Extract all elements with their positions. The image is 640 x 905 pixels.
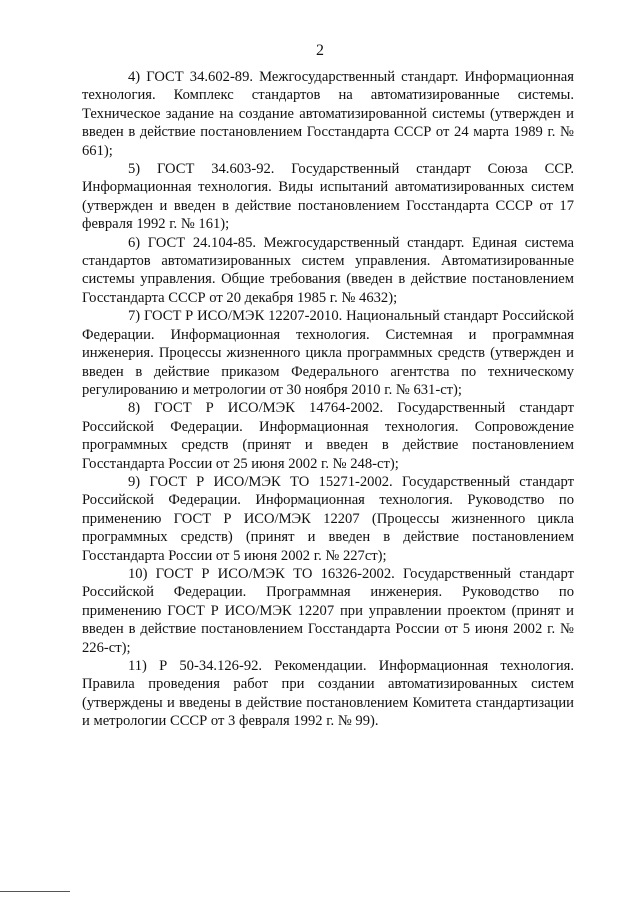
list-item: 8) ГОСТ Р ИСО/МЭК 14764-2002. Государственный стандарт Российской Федерации. Информационная технология. Сопровождение программных средств (принят и введен в действие постановлением Госстандарта России от 25 июня 2002 г. № 248-ст); — [82, 400, 574, 472]
list-item: 6) ГОСТ 24.104-85. Межгосударственный стандарт. Единая система стандартов автоматизированных систем управления. Автоматизированные системы управления. Общие требования (введен в действие постановлением Госстандарта СССР от 20 декабря 1985 г. № 4632); — [82, 234, 574, 306]
scan-edge-line — [0, 891, 70, 892]
list-item: 7) ГОСТ Р ИСО/МЭК 12207-2010. Национальный стандарт Российской Федерации. Информационная технология. Системная и программная инженерия. Процессы жизненного цикла программных средств (утвержден и введен в действие приказом Федерального агентства по техническому регулированию и метрологии от 30 ноября 2010 г. № 631-ст); — [82, 308, 574, 398]
list-item: 11) Р 50-34.126-92. Рекомендации. Информационная технология. Правила проведения работ при создании автоматизированных систем (утверждены и введены в действие постановлением Комитета стандартизации и метрологии СССР от 3 февраля 1992 г. № 99). — [82, 658, 574, 730]
list-item: 4) ГОСТ 34.602-89. Межгосударственный стандарт. Информационная технология. Комплекс стандартов на автоматизированные системы. Техническое задание на создание автоматизированной системы (утвержден и введен в действие постановлением Госстандарта СССР от 24 марта 1989 г. № 661); — [82, 69, 574, 159]
list-item: 10) ГОСТ Р ИСО/МЭК ТО 16326-2002. Государственный стандарт Российской Федерации. Программная инженерия. Руководство по применению ГОСТ Р ИСО/МЭК 12207 при управлении проектом (принят и введен в действие постановлением Госстандарта России от 5 июня 2002 г. № 226-ст); — [82, 565, 574, 656]
page-number: 2 — [316, 42, 324, 59]
list-item: 5) ГОСТ 34.603-92. Государственный стандарт Союза ССР. Информационная технология. Виды испытаний автоматизированных систем (утвержден и введен в действие постановлением Госстандарта СССР от 17 февраля 1992 г. № 161); — [82, 161, 574, 233]
list-item: 9) ГОСТ Р ИСО/МЭК ТО 15271-2002. Государственный стандарт Российской Федерации. Информационная технология. Руководство по применению ГОСТ Р ИСО/МЭК 12207 (Процессы жизненного цикла программных средств) (принят и введен в действие постановлением Госстандарта России от 5 июня 2002 г. № 227ст); — [82, 473, 574, 564]
standards-list — [82, 68, 574, 731]
